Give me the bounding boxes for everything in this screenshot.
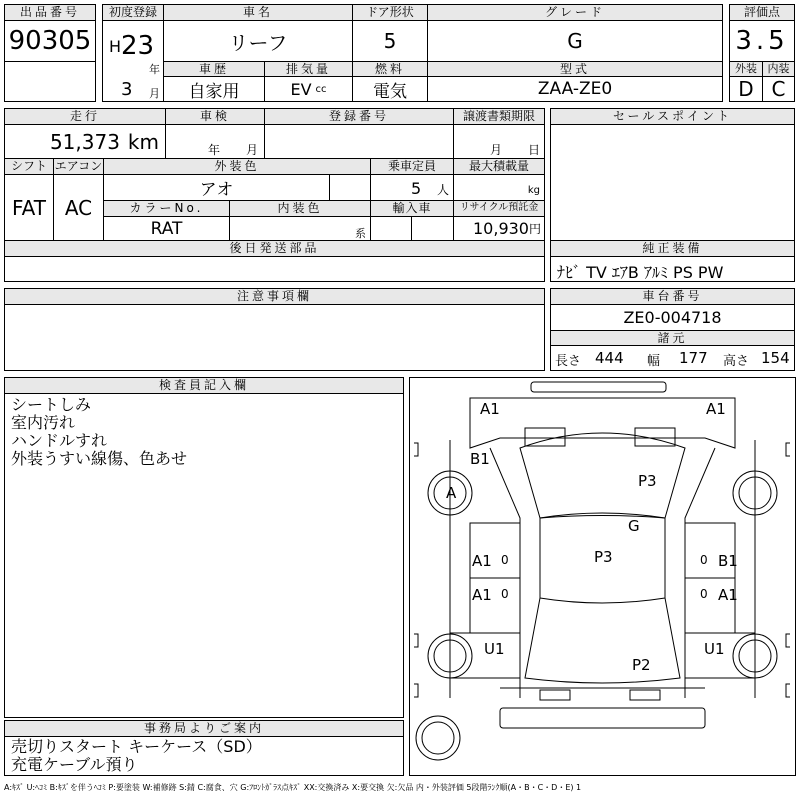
history-header: 車歴 (163, 61, 265, 77)
transfer-day-unit: 日 (528, 143, 541, 157)
recycle-unit: 円 (528, 222, 541, 236)
displacement-unit: cc (315, 83, 327, 95)
office-note: 充電ケーブル預り (11, 755, 138, 774)
height-label: 高さ (723, 354, 750, 369)
first-registration-header: 初度登録 (102, 4, 164, 21)
import-box-2 (411, 216, 454, 241)
width-label: 幅 (647, 354, 661, 369)
import-header: 輸入車 (370, 200, 454, 217)
car-diagram (409, 377, 796, 776)
capacity-header: 乗車定員 (370, 158, 454, 175)
office-note: 売切りスタート キーケース（SD） (11, 737, 262, 756)
car-name-header: 車名 (163, 4, 353, 21)
ac-header: エアコン (54, 159, 103, 173)
registration-number-header: 登録番号 (264, 108, 454, 125)
body-color-value: アオ (103, 174, 330, 201)
reg-month: 3 (121, 79, 133, 100)
reg-year: 23 (121, 31, 155, 61)
registration-number-box (264, 124, 454, 159)
shift-value: FAT (4, 174, 54, 241)
mileage-header: 走行 (4, 108, 166, 125)
inspector-notes (4, 393, 404, 718)
max-load-unit: kg (527, 185, 540, 196)
transfer-deadline-box (453, 124, 545, 159)
color-number-value: RAT (103, 216, 230, 241)
transfer-deadline-header: 譲渡書類期限 (453, 108, 545, 125)
deferred-parts-header: 後日発送部品 (4, 240, 545, 257)
damage-mark: P3 (638, 472, 657, 490)
reg-year-unit: 年 (149, 63, 160, 76)
zero-mark: 0 (700, 587, 708, 601)
damage-mark: A1 (472, 586, 492, 604)
inspection-header: 車検 (165, 108, 265, 125)
sales-points-header: セールスポイント (550, 108, 795, 125)
caution-box (4, 304, 545, 371)
displacement-header: 排気量 (264, 61, 353, 77)
inspector-note: 室内汚れ (11, 413, 76, 432)
damage-mark: U1 (484, 640, 505, 658)
shift-header: シフト (4, 158, 54, 175)
door-value: 5 (352, 20, 428, 62)
model-header: 型式 (427, 61, 723, 77)
damage-mark: A1 (718, 586, 738, 604)
sales-points-box (550, 124, 795, 241)
zero-mark: 0 (501, 587, 509, 601)
body-color-extra (329, 174, 371, 201)
car-name-value: リーフ (163, 20, 353, 62)
first-registration-box (102, 20, 164, 102)
capacity-box (370, 174, 454, 201)
mileage-value: 51,373 (49, 129, 120, 154)
equipment-value: ﾅﾋﾞ TV ｴｱB ｱﾙﾐ PS PW (550, 256, 795, 282)
damage-mark: U1 (704, 640, 725, 658)
damage-mark: A (446, 484, 457, 502)
transfer-month-unit: 月 (490, 143, 503, 157)
zero-mark: 0 (501, 553, 509, 567)
damage-mark: B1 (470, 450, 490, 468)
chassis-header: 車台番号 (550, 288, 795, 305)
mileage-box (4, 124, 166, 159)
damage-mark: P2 (632, 656, 651, 674)
history-value: 自家用 (163, 76, 265, 102)
interior-color-unit: 系 (355, 227, 366, 240)
color-number-header: カラーNo. (103, 200, 230, 217)
model-value: ZAA-ZE0 (427, 76, 723, 102)
spec-header: 諸元 (550, 330, 795, 346)
max-load-box (453, 174, 545, 201)
reg-month-unit: 月 (149, 87, 160, 100)
era: H (109, 37, 122, 56)
mileage-unit: km (127, 129, 159, 154)
equipment-header: 純正装備 (550, 240, 795, 257)
recycle-box (453, 216, 545, 241)
deferred-parts-box (4, 256, 545, 282)
length-value: 444 (595, 349, 624, 367)
score-value: 3.5 (729, 20, 795, 62)
damage-mark: P3 (594, 548, 613, 566)
displacement-box (264, 76, 353, 102)
lot-number-value: 90305 (4, 20, 96, 62)
grade-header: グレード (427, 4, 723, 21)
inspector-header: 検査員記入欄 (4, 377, 404, 394)
inspection-box (165, 124, 265, 159)
score-header: 評価点 (729, 4, 795, 21)
inspector-note: 外装うすい線傷、色あせ (11, 449, 188, 468)
import-box-1 (370, 216, 412, 241)
lot-number-header: 出品番号 (4, 4, 96, 21)
damage-mark: A1 (472, 552, 492, 570)
zero-mark: 0 (700, 553, 708, 567)
capacity-unit: 人 (437, 183, 450, 197)
capacity-value: 5 (411, 179, 422, 198)
grade-value: G (427, 20, 723, 62)
door-header: ドア形状 (352, 4, 428, 21)
interior-header: 内装 (762, 61, 795, 77)
chassis-value: ZE0-004718 (550, 304, 795, 331)
damage-mark: A1 (706, 400, 726, 418)
exterior-header: 外装 (729, 61, 763, 77)
fuel-value: 電気 (352, 76, 428, 102)
lot-number-blank (4, 61, 96, 102)
inspector-note: ハンドルすれ (11, 431, 108, 450)
body-color-header: 外装色 (103, 158, 371, 175)
max-load-header: 最大積載量 (453, 158, 545, 175)
office-header: 事務局よりご案内 (4, 720, 404, 737)
inspection-month-unit: 月 (246, 143, 259, 157)
inspection-year-unit: 年 (208, 143, 221, 157)
car-diagram-svg (410, 378, 795, 775)
damage-mark: B1 (718, 552, 738, 570)
displacement-value: EV (290, 79, 312, 99)
interior-color-box (229, 216, 371, 241)
exterior-value: D (729, 76, 763, 102)
spec-box (550, 345, 795, 371)
fuel-header: 燃料 (352, 61, 428, 77)
interior-value: C (762, 76, 795, 102)
ac-value: AC (53, 174, 104, 241)
length-label: 長さ (555, 354, 582, 369)
width-value: 177 (679, 349, 708, 367)
recycle-value: 10,930 (473, 219, 529, 238)
caution-header: 注意事項欄 (4, 288, 545, 305)
damage-mark: A1 (480, 400, 500, 418)
legend: A:ｷｽﾞ U:ﾍｺﾐ B:ｷｽﾞを伴うﾍｺﾐ P:要塗装 W:補修跡 S:錆 C:腐食、穴 G:ﾌﾛﾝﾄｶﾞﾗｽ点ｷｽﾞ XX:交換済み X:要交換 欠:欠品 内・外装評価 5段階ﾗﾝｸ順(A・B・C・D・E) 1 (4, 783, 582, 792)
office-notes (4, 736, 404, 776)
interior-color-header: 内装色 (229, 200, 371, 217)
height-value: 154 (761, 349, 790, 367)
inspector-note: シートしみ (11, 395, 92, 414)
damage-mark: G (628, 517, 640, 535)
recycle-header: リサイクル預託金 (453, 200, 545, 217)
